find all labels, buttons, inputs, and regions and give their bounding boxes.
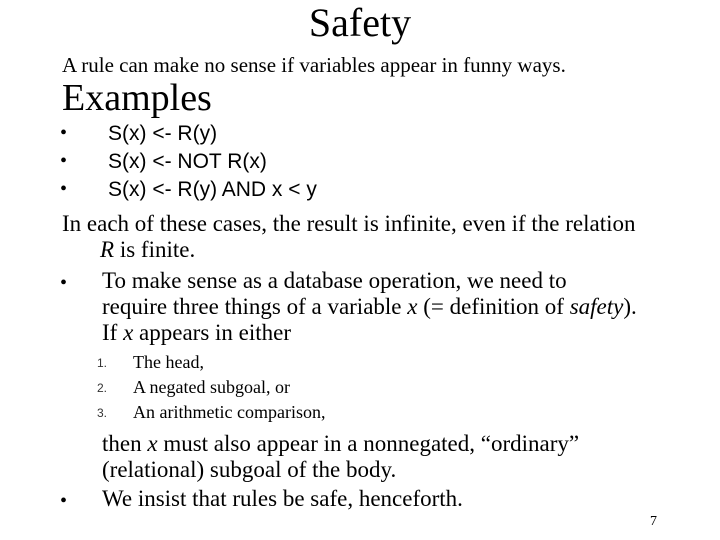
examples-heading: Examples: [62, 77, 212, 119]
list-number: 3.: [97, 406, 108, 420]
bullet-icon: •: [60, 490, 68, 512]
example-rule-2: S(x) <- NOT R(x): [108, 150, 267, 173]
condition-item: The head,: [133, 352, 204, 372]
bullet-icon: •: [60, 122, 68, 144]
slide-subtitle: A rule can make no sense if variables appear in funny ways.: [62, 53, 566, 77]
condition-item: A negated subgoal, or: [133, 377, 290, 397]
paragraph-line: R is finite.: [100, 237, 196, 262]
bullet-icon: •: [60, 150, 68, 172]
example-rule-3: S(x) <- R(y) AND x < y: [108, 178, 317, 201]
page-number: 7: [650, 514, 657, 529]
bullet-icon: •: [60, 178, 68, 200]
variable-r: R: [100, 237, 115, 262]
list-number: 2.: [97, 381, 108, 395]
bullet-line: To make sense as a database operation, we need to: [102, 268, 567, 293]
paragraph-line: (relational) subgoal of the body.: [102, 457, 397, 482]
list-number: 1.: [97, 356, 108, 370]
slide-title: Safety: [308, 0, 412, 45]
bullet-line: We insist that rules be safe, henceforth.: [102, 486, 463, 511]
paragraph-line: then x must also appear in a nonnegated, “ordinary”: [102, 431, 580, 456]
condition-item: An arithmetic comparison,: [133, 402, 326, 422]
paragraph-line: In each of these cases, the result is infinite, even if the relation: [62, 211, 636, 236]
bullet-line: If x appears in either: [102, 320, 292, 345]
example-rule-1: S(x) <- R(y): [108, 122, 218, 145]
bullet-icon: •: [60, 272, 68, 294]
bullet-line: require three things of a variable x (= definition of safety).: [102, 294, 637, 319]
